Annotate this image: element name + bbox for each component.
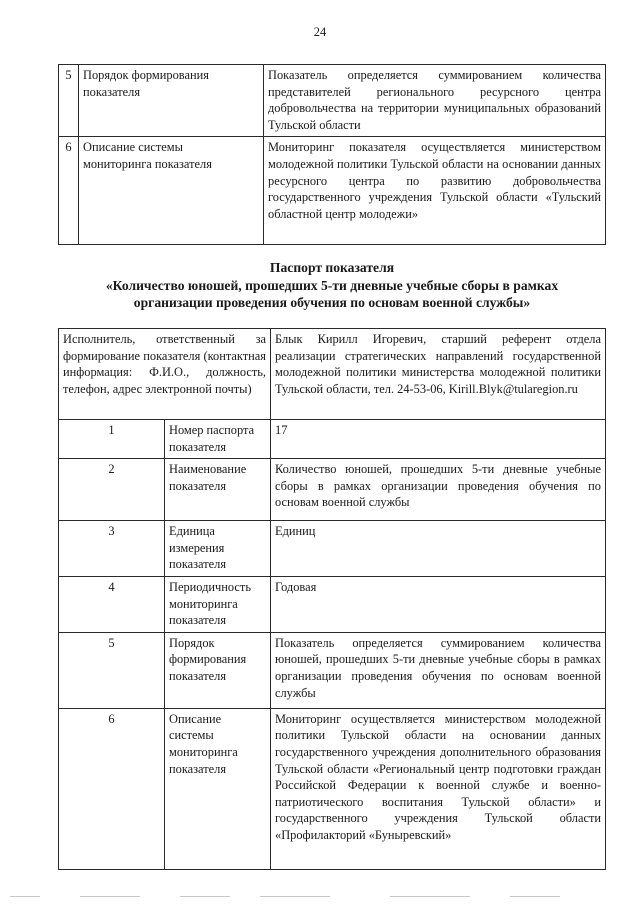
row-label-line: Порядок формирования	[169, 635, 247, 667]
table-row	[59, 521, 606, 577]
row-number: 5	[59, 632, 165, 708]
row-label-line: мониторинга показателя	[169, 744, 238, 776]
row-number: 5	[59, 65, 79, 137]
row-number: 6	[59, 137, 79, 245]
row-value: Мониторинг показателя осуществляется министерством молодежной политики Тульской области на основании данных ресурсного центра по развитию добровольчества государственного учреждения Тульской области «Тульский областной центр молодежи»	[264, 137, 606, 245]
table-row	[59, 632, 606, 708]
row-value: Мониторинг осуществляется министерством молодежной политики Тульской области на основании данных государственного учреждения дополнительного образования Тульской области «Региональный центр подготовки граждан Российской Федерации к военной службе и военно-патриотического воспитания Тульской области» и государственного учреждения Тульской области «Профилакторий «Бунырeвский»	[271, 708, 606, 869]
executor-value: Блык Кирилл Игоревич, старший референт отдела реализации стратегических направлений государственной молодежной политики министерства молодежной политики Тульской области, тел. 24-53-06, Kirill.Blyk@tularegion.ru	[271, 329, 606, 420]
row-number: 3	[59, 521, 165, 577]
table-row	[59, 459, 606, 521]
executor-label: Исполнитель, ответственный за формирование показателя (контактная информация: Ф.И.О., должность, телефон, адрес электронной почты)	[59, 329, 271, 420]
row-label	[165, 632, 271, 708]
row-label	[79, 137, 264, 245]
row-number: 2	[59, 459, 165, 521]
table-row	[59, 137, 606, 245]
table-row	[59, 420, 606, 459]
row-label-line: мониторинга показателя	[83, 156, 212, 171]
row-number: 6	[59, 708, 165, 869]
passport-table	[58, 328, 606, 870]
passport-subtitle-line: организации проведения обучения по основам военной службы»	[133, 295, 531, 310]
row-label-line: показателя	[169, 668, 227, 683]
row-label-line: Описание системы	[169, 711, 222, 743]
row-label-line: показателя	[83, 84, 141, 99]
row-label	[165, 521, 271, 577]
row-label	[79, 65, 264, 137]
row-label	[165, 708, 271, 869]
table-row	[59, 708, 606, 869]
row-label: Наименование показателя	[165, 459, 271, 521]
executor-row	[59, 329, 606, 420]
row-value: Количество юношей, прошедших 5-ти дневные учебные сборы в рамках организации проведения обучения по основам военной службы	[271, 459, 606, 521]
scan-artifacts	[10, 893, 630, 897]
table-row	[59, 65, 606, 137]
indicator-table-continuation	[58, 64, 606, 245]
row-label-line: Описание системы	[83, 140, 183, 155]
row-value: Показатель определяется суммированием количества представителей регионального ресурсного центра добровольчества на территории муниципальных образований Тульской области	[264, 65, 606, 137]
row-label-line: показателя	[169, 557, 227, 572]
passport-subtitle-line: «Количество юношей, прошедших 5-ти дневные учебные сборы в рамках	[105, 277, 559, 293]
row-number: 4	[59, 576, 165, 632]
row-label: Периодичность мониторинга показателя	[165, 576, 271, 632]
page-number: 24	[313, 25, 327, 39]
row-value: Показатель определяется суммированием количества юношей, прошедших 5-ти дневные учебные сборы в рамках организации проведения обучения по основам военной службы	[271, 632, 606, 708]
passport-heading: Паспорт показателя	[269, 260, 395, 275]
row-label-line: Порядок формирования	[83, 68, 209, 82]
row-value: Годовая	[271, 576, 606, 632]
row-value: Единиц	[271, 521, 606, 577]
row-label: Номер паспорта показателя	[165, 420, 271, 459]
table-row	[59, 576, 606, 632]
row-value: 17	[271, 420, 606, 459]
row-label-line: Единица измерения	[169, 524, 225, 555]
row-number: 1	[59, 420, 165, 459]
passport-title	[58, 259, 606, 312]
